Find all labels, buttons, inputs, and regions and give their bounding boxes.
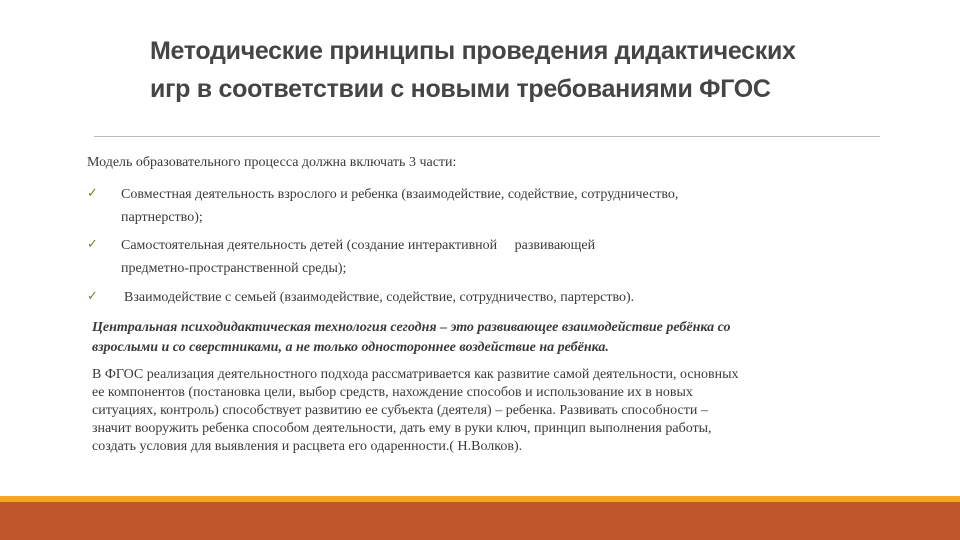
bullet-line: предметно-пространственной среды); (121, 261, 347, 276)
bullet-text (121, 183, 827, 229)
checkmark-icon: ✓ (87, 185, 98, 200)
slide-title-line-2: игр в соответствии с новыми требованиями ФГОС (150, 75, 771, 103)
quote-line: взрослыми и со сверстниками, а не только одностороннее воздействие на ребёнка. (92, 340, 609, 355)
bullet-line: партнерство); (121, 210, 203, 225)
paragraph-line: ситуациях, контроль) способствует развитию ее субъекта (деятеля) – ребенка. Развивать способности – (92, 403, 708, 418)
checkmark-icon: ✓ (87, 236, 98, 251)
bullet-text (121, 234, 827, 280)
bullet-line: Самостоятельная деятельность детей (создание интерактивной развивающей (121, 238, 596, 253)
slide-title (150, 32, 910, 108)
bullet-line: Совместная деятельность взрослого и ребенка (взаимодействие, содействие, сотрудничество, (121, 187, 679, 202)
body-paragraph (92, 366, 892, 456)
bullet-item (87, 183, 827, 229)
bullet-text (124, 286, 827, 309)
bullet-line: Взаимодействие с семьей (взаимодействие, содействие, сотрудничество, партерство). (124, 290, 635, 305)
paragraph-line: создать условия для выявления и расцвета его одаренности.( Н.Волков). (92, 439, 523, 454)
footer-band (0, 502, 960, 540)
paragraph-line: ее компонентов (постановка цели, выбор средств, нахождение способов и использование их в новых (92, 385, 693, 400)
paragraph-line: значит вооружить ребенка способом деятельности, дать ему в руки ключ, принцип выполнения работы, (92, 421, 712, 436)
intro-text: Модель образовательного процесса должна включать 3 части: (87, 155, 457, 170)
quote-line: Центральная психодидактическая технология сегодня – это развивающее взаимодействие ребёнка со (92, 320, 731, 335)
slide-title-line-1: Методические принципы проведения дидактических (150, 37, 796, 65)
paragraph-line: В ФГОС реализация деятельностного подхода рассматривается как развитие самой деятельности, основных (92, 367, 739, 382)
bullet-item (87, 286, 827, 309)
checkmark-icon: ✓ (87, 288, 98, 303)
bullet-item (87, 234, 827, 280)
emphasis-quote (92, 318, 892, 358)
title-divider (94, 136, 880, 137)
